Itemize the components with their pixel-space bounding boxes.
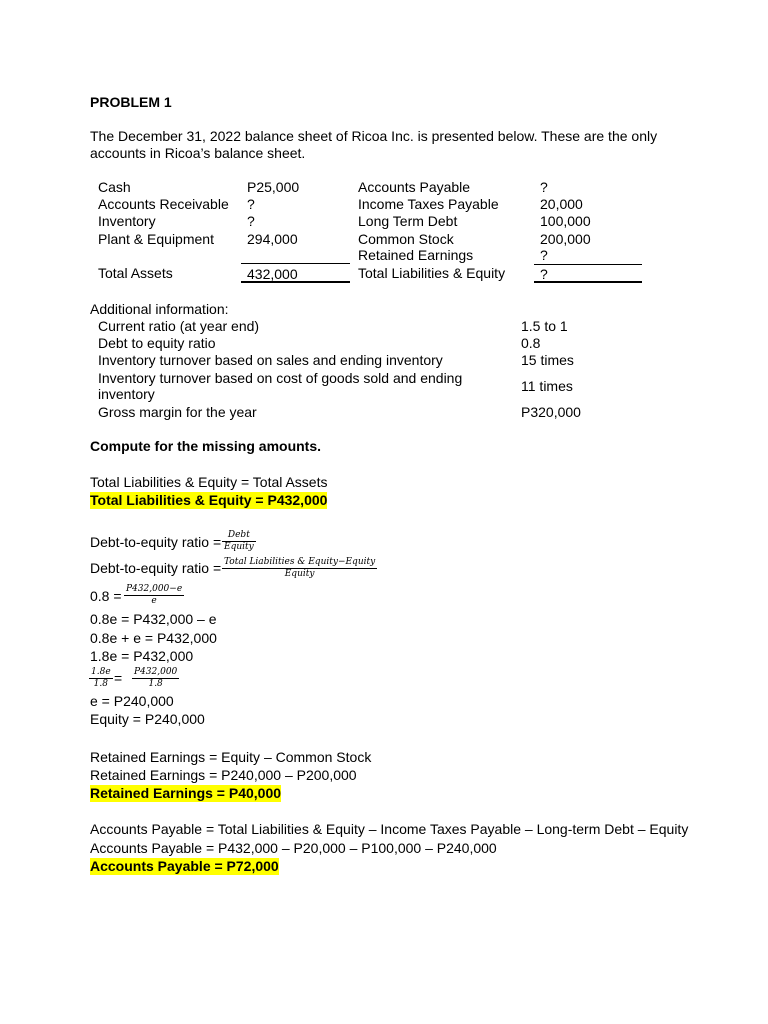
liability-value: ? (540, 179, 548, 195)
div-left-fraction (89, 667, 113, 690)
re-calc: Retained Earnings = P240,000 – P200,000 (90, 767, 357, 783)
total-assets-value: 432,000 (247, 266, 298, 282)
step-1: 0.8e = P432,000 – e (90, 611, 217, 627)
info-label: Inventory turnover based on sales and ending inventory (98, 352, 443, 368)
div-equals: = (114, 670, 123, 686)
asset-value: 294,000 (247, 231, 298, 247)
de-label-1: Debt-to-equity ratio = (90, 534, 222, 550)
liability-value: 20,000 (540, 196, 583, 212)
ap-formula: Accounts Payable = Total Liabilities & Equity – Income Taxes Payable – Long-term Debt – Equity (90, 821, 689, 837)
info-label: Gross margin for the year (98, 404, 257, 420)
tle-formula: Total Liabilities & Equity = Total Assets (90, 474, 328, 490)
info-label: Debt to equity ratio (98, 335, 216, 351)
total-le-value: ? (540, 266, 548, 282)
intro-line-2: accounts in Ricoa’s balance sheet. (90, 145, 306, 161)
asset-value: ? (247, 213, 255, 229)
total-assets-label: Total Assets (98, 265, 173, 281)
tle-answer: Total Liabilities & Equity = P432,000 (90, 492, 328, 508)
step-2: 0.8e + e = P432,000 (90, 630, 217, 646)
fraction-numerator: Total Liabilities & Equity−Equity (224, 557, 376, 567)
problem-title: PROBLEM 1 (90, 94, 172, 110)
de-fraction-2 (222, 557, 377, 580)
equity-label: Retained Earnings (358, 247, 474, 263)
fraction-denominator: Equity (222, 568, 377, 580)
info-value: 0.8 (521, 335, 541, 351)
eq-label: 0.8 = (90, 588, 122, 604)
liability-value: 100,000 (540, 213, 591, 229)
subtotal-rule (534, 264, 642, 265)
fraction-denominator: 1.8 (89, 678, 113, 690)
asset-label: Inventory (98, 213, 156, 229)
e-value: e = P240,000 (90, 693, 174, 709)
fraction-numerator: P432,000−e (126, 584, 183, 594)
eq-fraction (124, 584, 184, 607)
additional-info-heading: Additional information: (90, 301, 229, 317)
asset-value: P25,000 (247, 179, 300, 195)
info-value: 1.5 to 1 (521, 318, 568, 334)
liability-label: Long Term Debt (358, 213, 458, 229)
liability-label: Income Taxes Payable (358, 196, 499, 212)
total-rule (534, 281, 642, 283)
info-label-cont: inventory (98, 386, 155, 402)
liability-label: Accounts Payable (358, 179, 471, 195)
re-formula: Retained Earnings = Equity – Common Stock (90, 749, 372, 765)
info-label: Inventory turnover based on cost of goods sold and ending (98, 370, 463, 386)
equity-label: Common Stock (358, 231, 454, 247)
asset-label: Cash (98, 179, 131, 195)
compute-heading: Compute for the missing amounts. (90, 438, 322, 454)
total-rule (241, 281, 350, 283)
equity-value: 200,000 (540, 231, 591, 247)
info-value: 15 times (521, 352, 574, 368)
subtotal-rule (241, 263, 350, 264)
fraction-numerator: 1.8e (91, 667, 111, 677)
info-value: 11 times (521, 378, 573, 394)
de-fraction-1 (222, 530, 256, 553)
fraction-numerator: P432,000 (134, 667, 178, 677)
ap-calc: Accounts Payable = P432,000 – P20,000 – P100,000 – P240,000 (90, 840, 497, 856)
total-le-label: Total Liabilities & Equity (358, 265, 506, 281)
equity-value: Equity = P240,000 (90, 711, 205, 727)
info-value: P320,000 (521, 404, 581, 420)
fraction-denominator: 1.8 (132, 678, 179, 690)
step-3: 1.8e = P432,000 (90, 648, 194, 664)
fraction-denominator: e (124, 595, 184, 607)
fraction-numerator: Debt (227, 530, 250, 540)
div-right-fraction (132, 667, 179, 690)
intro-line-1: The December 31, 2022 balance sheet of Ricoa Inc. is presented below. These are the only (90, 128, 658, 144)
asset-label: Accounts Receivable (98, 196, 229, 212)
info-label: Current ratio (at year end) (98, 318, 260, 334)
de-label-2: Debt-to-equity ratio = (90, 560, 222, 576)
re-answer: Retained Earnings = P40,000 (90, 785, 282, 801)
ap-answer: Accounts Payable = P72,000 (90, 858, 279, 874)
asset-value: ? (247, 196, 255, 212)
equity-value: ? (540, 247, 548, 263)
asset-label: Plant & Equipment (98, 231, 214, 247)
fraction-denominator: Equity (224, 542, 254, 552)
